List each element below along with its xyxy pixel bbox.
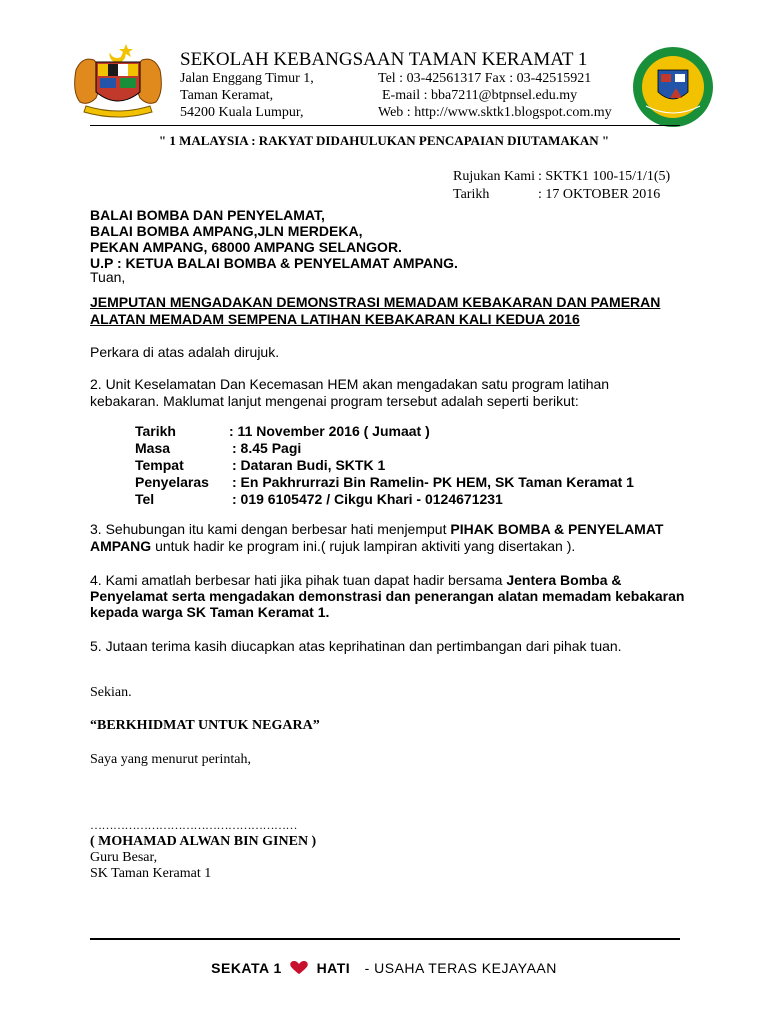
footer-left: SEKATA 1 — [211, 960, 282, 976]
address-line: 54200 Kuala Lumpur, — [180, 105, 304, 120]
address-line: Jalan Enggang Timur 1, — [180, 71, 314, 86]
school-emblem-logo — [632, 46, 714, 128]
paragraph-4-line: Penyelamat serta mengadakan demonstrasi dan penerangan alatan memadam kebakaran — [90, 588, 685, 604]
subject-line: JEMPUTAN MENGADAKAN DEMONSTRASI MEMADAM KEBAKARAN DAN PAMERAN — [90, 294, 661, 310]
email-address: E-mail : bba7211@btpnsel.edu.my — [382, 88, 578, 103]
recipient-line: U.P : KETUA BALAI BOMBA & PENYELAMAT AMPANG. — [90, 255, 458, 271]
phone-fax: Tel : 03-42561317 Fax : 03-42515921 — [378, 71, 592, 86]
salutation: Tuan, — [90, 269, 126, 285]
recipient-line: BALAI BOMBA DAN PENYELAMAT, — [90, 207, 325, 223]
motto: " 1 MALAYSIA : RAKYAT DIDAHULUKAN PENCAPAIAN DIUTAMAKAN " — [158, 133, 610, 148]
website: Web : http://www.sktk1.blogspot.com.my — [378, 105, 612, 120]
subject-line: ALATAN MEMADAM SEMPENA LATIHAN KEBAKARAN KALI KEDUA 2016 — [90, 311, 580, 327]
detail-label: Penyelaras — [135, 474, 209, 490]
ref-value: : SKTK1 100-15/1/1(5) — [538, 169, 671, 184]
footer-tagline — [0, 960, 768, 976]
recipient-line: PEKAN AMPANG, 68000 AMPANG SELANGOR. — [90, 239, 402, 255]
detail-value: : 8.45 Pagi — [232, 440, 302, 456]
detail-value: : 019 6105472 / Cikgu Khari - 0124671231 — [232, 491, 503, 507]
detail-label: Tarikh — [135, 423, 176, 439]
paragraph-5: 5. Jutaan terima kasih diucapkan atas keprihatinan dan pertimbangan dari pihak tuan. — [90, 638, 622, 654]
detail-label: Tel — [135, 491, 155, 507]
detail-value: : Dataran Budi, SKTK 1 — [232, 457, 386, 473]
paragraph-3-emphasis: PIHAK BOMBA & PENYELAMAT — [450, 521, 664, 537]
paragraph-2-line: kebakaran. Maklumat lanjut mengenai program tersebut adalah seperti berikut: — [90, 393, 579, 409]
school-name: SEKOLAH KEBANGSAAN TAMAN KERAMAT 1 — [180, 49, 588, 70]
closing-phrase: Saya yang menurut perintah, — [90, 752, 251, 767]
recipient-address — [90, 207, 458, 271]
paragraph-3-line — [90, 537, 575, 555]
date-value: : 17 OKTOBER 2016 — [538, 187, 661, 202]
paragraph-4-emphasis: Jentera Bomba & — [506, 572, 622, 588]
signature-dots: ……………………………………………… — [90, 818, 297, 832]
detail-label: Masa — [135, 440, 171, 456]
address-line: Taman Keramat, — [180, 88, 274, 103]
paragraph-3-text: 3. Sehubungan itu kami dengan berbesar hati menjemput — [90, 521, 451, 537]
paragraph-3-text: untuk hadir ke program ini.( rujuk lampiran aktiviti yang disertakan ). — [151, 538, 576, 554]
paragraph-4-text: 4. Kami amatlah berbesar hati jika pihak tuan dapat hadir bersama — [90, 572, 507, 588]
footer-right: - USAHA TERAS KEJAYAAN — [364, 960, 557, 976]
sekian: Sekian. — [90, 685, 132, 700]
detail-values — [229, 423, 634, 508]
signatory-name: ( MOHAMAD ALWAN BIN GINEN ) — [90, 834, 317, 849]
signatory-title: Guru Besar, — [90, 850, 158, 865]
header-divider — [90, 125, 680, 126]
detail-value: : En Pakhrurrazi Bin Ramelin- PK HEM, SK Taman Keramat 1 — [232, 474, 634, 490]
paragraph-3-emphasis: AMPANG — [90, 538, 152, 554]
ref-label: Rujukan Kami — [453, 169, 536, 184]
detail-label: Tempat — [135, 457, 184, 473]
signatory-school: SK Taman Keramat 1 — [90, 866, 212, 881]
paragraph-3-line — [90, 520, 663, 538]
address-block — [180, 70, 314, 121]
detail-labels — [135, 423, 209, 508]
paragraph-2-line: 2. Unit Keselamatan Dan Kecemasan HEM akan mengadakan satu program latihan — [90, 376, 610, 392]
paragraph-1: Perkara di atas adalah dirujuk. — [90, 344, 280, 360]
footer-middle: HATI — [316, 960, 351, 976]
slogan: “BERKHIDMAT UNTUK NEGARA” — [90, 718, 320, 733]
contact-block — [378, 70, 612, 121]
detail-value: : 11 November 2016 ( Jumaat ) — [229, 423, 430, 439]
malaysia-coat-of-arms-logo — [72, 40, 164, 122]
paragraph-4-line: kepada warga SK Taman Keramat 1. — [90, 604, 330, 620]
recipient-line: BALAI BOMBA AMPANG,JLN MERDEKA, — [90, 223, 363, 239]
footer-divider — [90, 938, 680, 940]
heart-icon — [290, 961, 308, 975]
date-label: Tarikh — [453, 187, 490, 202]
